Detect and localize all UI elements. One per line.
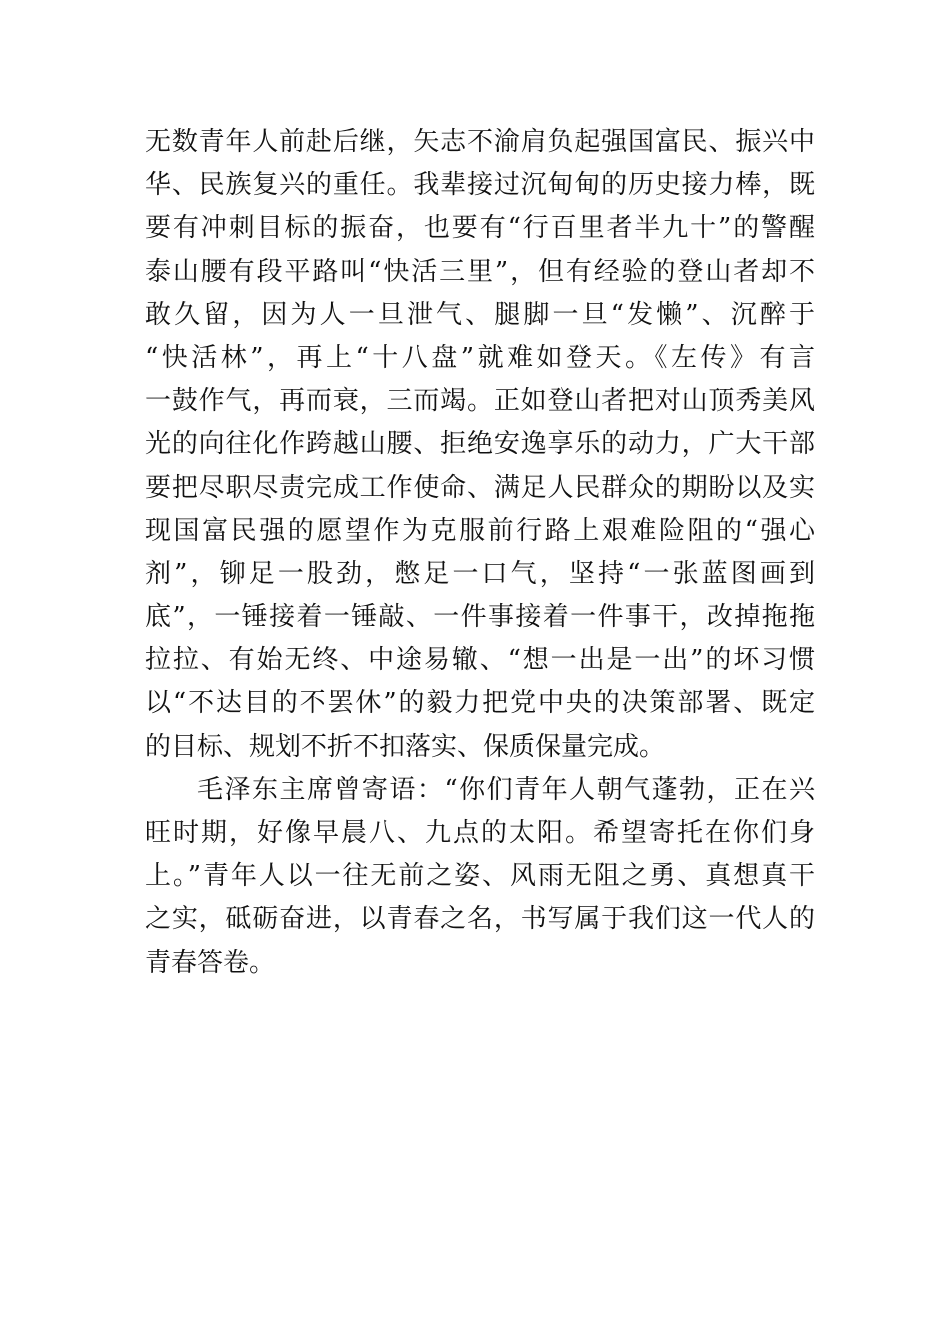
text-line: 光的向往化作跨越山腰、拒绝安逸享乐的动力，广大干部	[145, 429, 815, 460]
text-line: 华、民族复兴的重任。我辈接过沉甸甸的历史接力棒，既	[145, 170, 815, 201]
text-line: 现国富民强的愿望作为克服前行路上艰难险阻的“强心	[145, 515, 815, 546]
text-line: “快活林”，再上“十八盘”就难如登天。《左传》有言	[145, 342, 815, 373]
text-line: 旺时期，好像早晨八、九点的太阳。希望寄托在你们身	[145, 818, 815, 848]
text-line: 敢久留，因为人一旦泄气、腿脚一旦“发懒”、沉醉于	[145, 299, 815, 330]
text-line: 剂”，铆足一股劲，憋足一口气，坚持“一张蓝图画到	[145, 558, 815, 589]
text-line: 底”，一锤接着一锤敲、一件事接着一件事干，改掉拖拖	[145, 602, 815, 633]
text-line: 要把尽职尽责完成工作使命、满足人民群众的期盼以及实	[145, 472, 815, 503]
text-line: 青春答卷。	[145, 947, 276, 978]
document-body	[145, 121, 815, 985]
text-line: 无数青年人前赴后继，矢志不渝肩负起强国富民、振兴中	[145, 127, 815, 157]
text-line: 上。”青年人以一往无前之姿、风雨无阻之勇、真想真干	[145, 861, 815, 892]
text-line: 要有冲刺目标的振奋，也要有“行百里者半九十”的警醒	[145, 213, 815, 244]
text-line: 以“不达目的不罢休”的毅力把党中央的决策部署、既定	[145, 688, 815, 719]
text-line: 一鼓作气，再而衰，三而竭。正如登山者把对山顶秀美风	[145, 386, 815, 417]
text-line: 泰山腰有段平路叫“快活三里”，但有经验的登山者却不	[145, 256, 815, 287]
text-line: 的目标、规划不折不扣落实、保质保量完成。	[145, 731, 666, 762]
paragraph-first-line: 毛泽东主席曾寄语：“你们青年人朝气蓬勃，正在兴	[197, 774, 815, 805]
text-line: 拉拉、有始无终、中途易辙、“想一出是一出”的坏习惯	[145, 645, 815, 676]
text-line: 之实，砥砺奋进，以青春之名，书写属于我们这一代人的	[145, 904, 815, 935]
